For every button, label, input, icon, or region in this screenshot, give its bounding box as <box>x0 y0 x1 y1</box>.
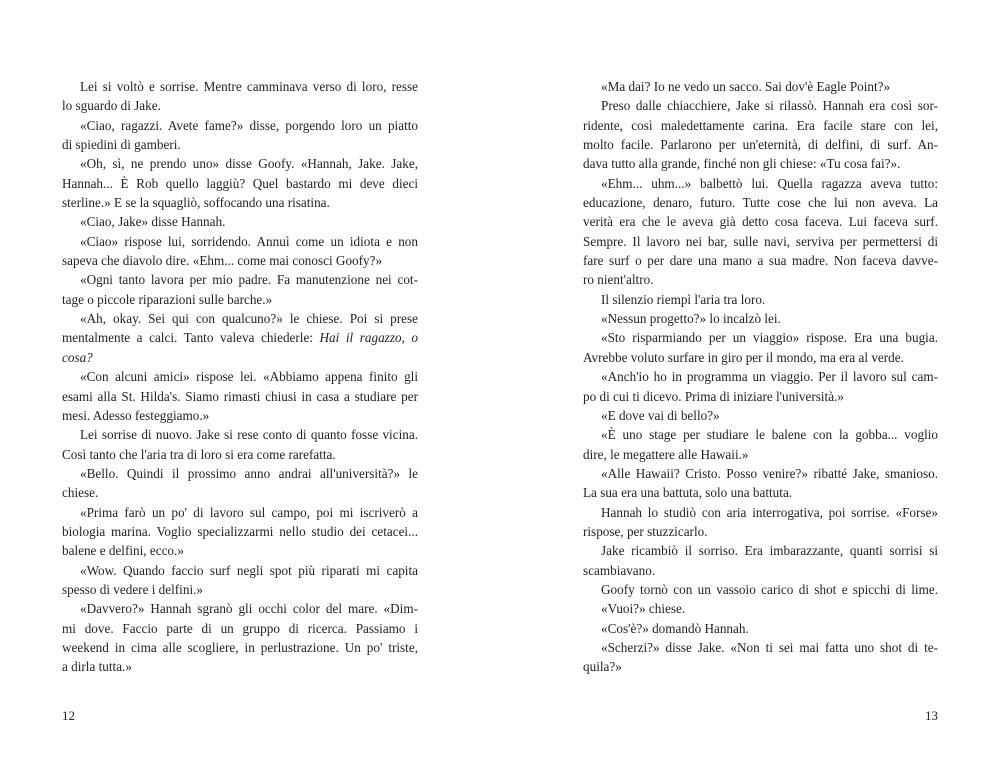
text-line: mesi. Adesso festeggiamo.» <box>62 407 210 423</box>
text-line: molto facile. Parlarono per un'eternità, di delfini, di surf. An- <box>583 137 938 153</box>
italic-text: Hai il ragazzo, o <box>319 330 418 346</box>
page-number-right: 13 <box>925 708 938 723</box>
text-line <box>62 348 418 367</box>
text-line: Lei si voltò e sorrise. Mentre camminava verso di loro, resse <box>80 79 418 94</box>
text-line: «Sto risparmiando per un viaggio» rispose. Era una bugia. <box>601 330 938 346</box>
text-line: dava tutto alla grande, finché non gli chiese: «Tu cosa fai?». <box>583 156 901 172</box>
text-line: «Oh, sì, ne prendo uno» disse Goofy. «Hannah, Jake. Jake, <box>80 156 418 172</box>
text-line: mi dove. Faccio parte di un gruppo di ricerca. Passiamo i <box>62 620 418 636</box>
text-line: «Prima farò un po' di lavoro sul campo, poi mi iscriverò a <box>80 504 418 520</box>
text-line: «Nessun progetto?» lo incalzò lei. <box>601 311 781 327</box>
text-line: tage o piccole riparazioni sulle barche.» <box>62 291 273 307</box>
text-line: spesso di vedere i delfini.» <box>62 581 203 597</box>
left-page-text <box>62 77 418 677</box>
italic-text: cosa? <box>62 349 93 365</box>
text-line: mentalmente a calci. Tanto valeva chiederle: Hai il ragazzo, o <box>62 330 418 346</box>
text-line: «Vuoi?» chiese. <box>601 601 686 617</box>
text-line: La sua era una battuta, solo una battuta. <box>583 485 793 501</box>
text-line: «È uno stage per studiare le balene con la gobba... voglio <box>601 427 938 443</box>
text-line: «Bello. Quindi il prossimo anno andrai all'università?» le <box>80 465 418 481</box>
text-line: chiese. <box>62 485 99 501</box>
text-line: ro nient'altro. <box>583 272 654 288</box>
text-line: «Anch'io ho in programma un viaggio. Per il lavoro sul cam- <box>601 369 938 385</box>
text-line: quila?» <box>583 659 622 675</box>
right-page-text <box>583 77 938 677</box>
text-line: educazione, denaro, futuro. Tutte cose che lui non aveva. La <box>583 195 938 211</box>
text-line: scambiavano. <box>583 562 656 578</box>
text-line: sapeva che diavolo dire. «Ehm... come mai conosci Goofy?» <box>62 253 383 269</box>
text-line: «Ciao, Jake» disse Hannah. <box>80 214 226 230</box>
text-line: «E dove vai di bello?» <box>601 407 720 423</box>
text-line: «Ciao, ragazzi. Avete fame?» disse, porgendo loro un piatto <box>80 117 418 133</box>
text-line: balene e delfini, ecco.» <box>62 543 184 559</box>
text-line: di spiedini di gamberi. <box>62 137 181 153</box>
text-line: «Ogni tanto lavora per mio padre. Fa manutenzione nei cot- <box>80 272 418 288</box>
text-line: a dirla tutta.» <box>62 659 132 675</box>
text-line: sterline.» E se la squagliò, soffocando una risatina. <box>62 195 330 211</box>
text-line: «Davvero?» Hannah sgranò gli occhi color del mare. «Dim- <box>80 601 418 617</box>
text-line: po di cui ti dicevo. Prima di iniziare l'università.» <box>583 388 844 404</box>
text-line: ridente, così maledettamente carina. Era facile stare con lei, <box>583 117 938 133</box>
text-line: «Con alcuni amici» rispose lei. «Abbiamo appena finito gli <box>80 369 418 385</box>
text-line: «Ma dai? Io ne vedo un sacco. Sai dov'è Eagle Point?» <box>601 79 891 94</box>
text-line: Avrebbe voluto surfare in giro per il mondo, ma era al verde. <box>583 349 904 365</box>
text-line: rispose, per stuzzicarlo. <box>583 523 708 539</box>
text-line: Lei sorrise di nuovo. Jake si rese conto di quanto fosse vicina. <box>80 427 418 443</box>
text-line: lo sguardo di Jake. <box>62 98 161 114</box>
text-line: Sempre. Il lavoro nei bar, sulle navi, serviva per permettersi di <box>583 233 938 249</box>
text-line: «Alle Hawaii? Cristo. Posso venire?» ribatté Jake, smanioso. <box>601 465 938 481</box>
text-line: «Ehm... uhm...» balbettò lui. Quella ragazza aveva tutto: <box>601 175 938 191</box>
text-line: weekend in cima alle scogliere, in perlustrazione. Un po' triste, <box>62 639 418 655</box>
text-line: Hannah... È Rob quello laggiù? Quel bastardo mi deve dieci <box>62 175 418 191</box>
text-line: «Wow. Quando faccio surf negli spot più riparati mi capita <box>80 562 418 578</box>
page-number-left: 12 <box>62 708 75 723</box>
text-line: Preso dalle chiacchiere, Jake si rilassò. Hannah era così sor- <box>601 98 938 114</box>
text-line: verità era che le aveva già detto cosa faceva. Lui faceva surf. <box>583 214 938 230</box>
text-line: Così tanto che l'aria tra di loro si era come rarefatta. <box>62 446 336 462</box>
text-line: «Ah, okay. Sei qui con qualcuno?» le chiese. Poi si prese <box>80 311 418 327</box>
text-line: «Scherzi?» disse Jake. «Non ti sei mai fatta uno shot di te- <box>601 639 938 655</box>
text-line: esami alla St. Hilda's. Siamo rimasti chiusi in casa a studiare per <box>62 388 418 404</box>
text-line: «Cos'è?» domandò Hannah. <box>601 620 749 636</box>
text-line: dire, le megattere alle Hawaii.» <box>583 446 749 462</box>
text-line: Jake ricambiò il sorriso. Era imbarazzante, quanti sorrisi si <box>601 543 938 559</box>
text-line: fare surf o per dare una mano a sua madre. Non faceva davve- <box>583 253 938 269</box>
text-line: biologia marina. Voglio specializzarmi nello studio dei cetacei... <box>62 523 418 539</box>
text-line: Goofy tornò con un vassoio carico di shot e spicchi di lime. <box>601 581 938 597</box>
text-line: Hannah lo studiò con aria interrogativa, poi sorrise. «Forse» <box>601 504 938 520</box>
text-line: «Ciao» rispose lui, sorridendo. Annuì come un idiota e non <box>80 233 418 249</box>
text-line: Il silenzio riempì l'aria tra loro. <box>601 291 766 307</box>
